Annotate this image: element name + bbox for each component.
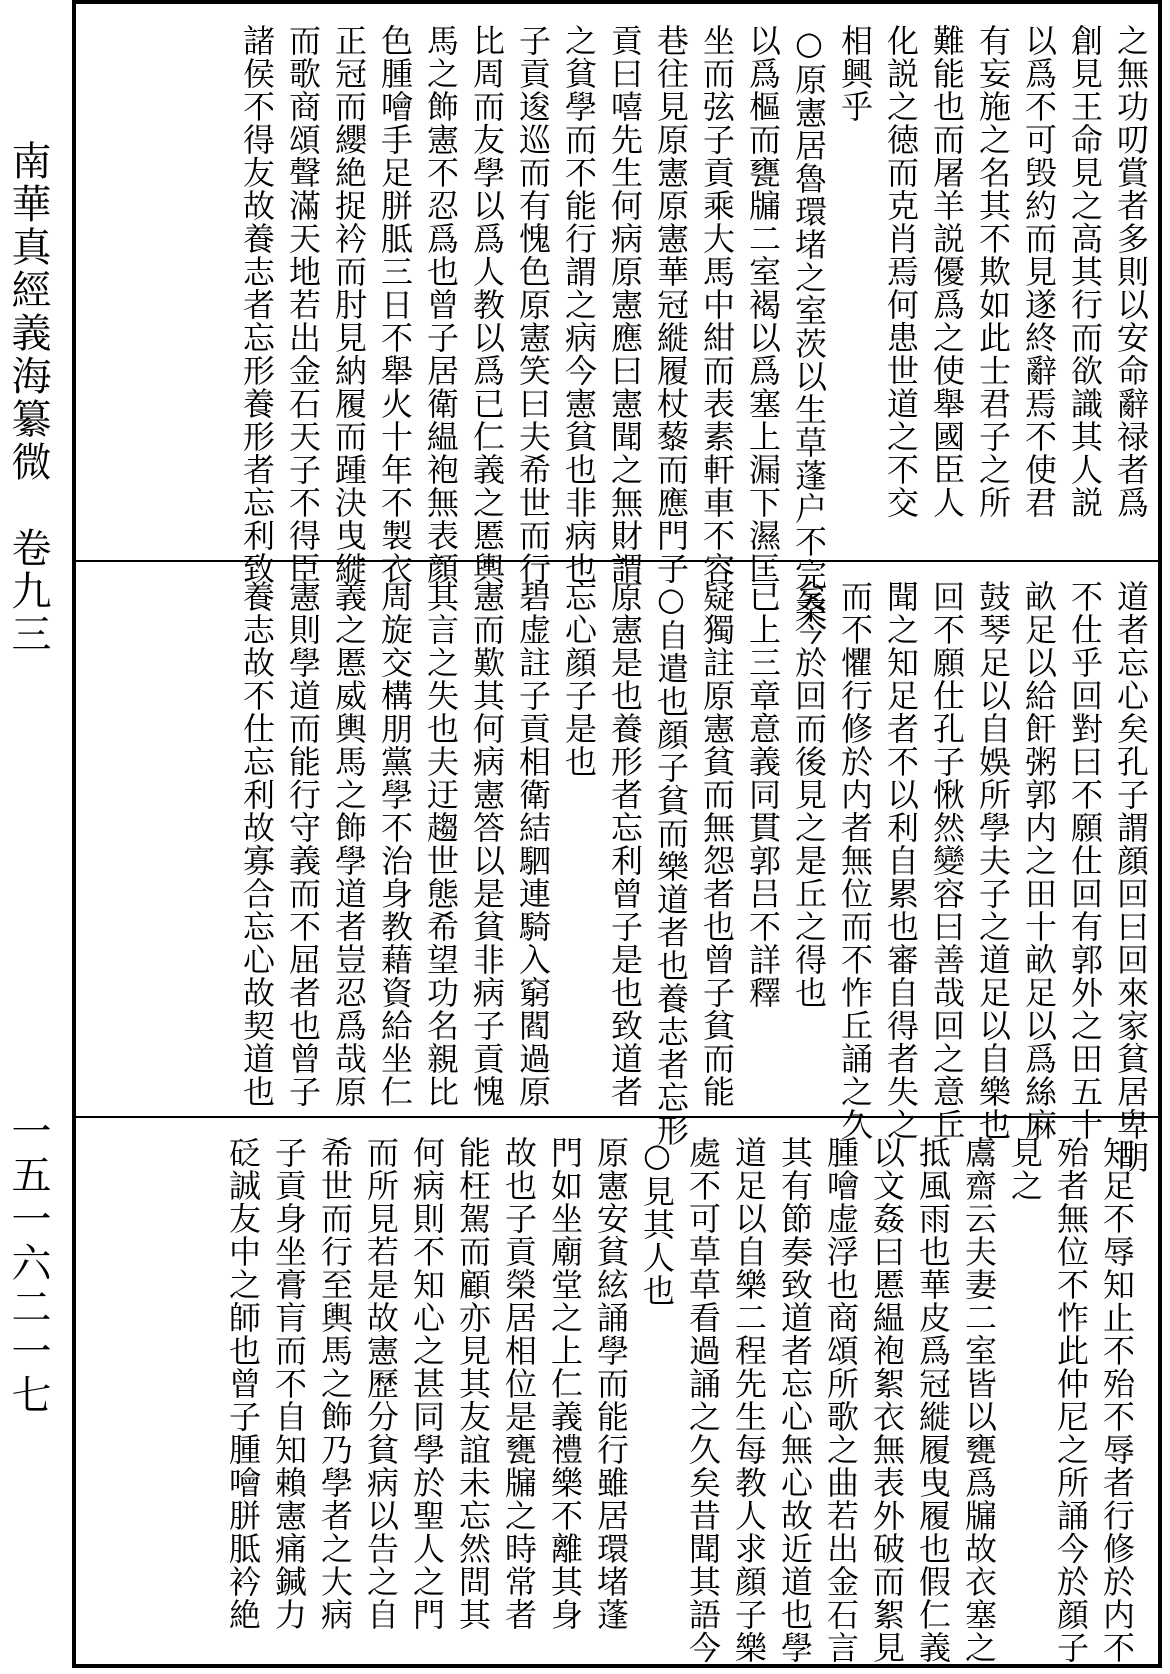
text-line: 見之 xyxy=(1006,1136,1044,1202)
text-line: 其有節奏致道者忘心無心故近道也學 xyxy=(776,1136,814,1664)
text-line: 化説之徳而克肖焉何患世道之不交 xyxy=(882,24,920,519)
text-block xyxy=(124,1136,1140,1664)
text-line: 殆者無位不怍此仲尼之所誦今於顔子 xyxy=(1052,1136,1090,1664)
text-panel-upper xyxy=(76,4,1158,624)
text-line: 子貢身坐膏肓而不自知賴憲痛鍼力 xyxy=(270,1136,308,1631)
text-line: 畝足以給飦粥郭内之田十畝足以爲絲麻 xyxy=(1020,580,1058,1141)
text-line: 馬之飾憲不忍爲也曾子居衛緼袍無表顔 xyxy=(422,24,460,585)
text-line: 道者忘心矣孔子謂顔回曰回來家貧居卑胡 xyxy=(1112,580,1150,1174)
text-line: 故也子貢榮居相位是甕牖之時常者 xyxy=(500,1136,538,1631)
text-line: 貢曰嘻先生何病原憲應曰憲聞之無財謂 xyxy=(606,24,644,585)
text-line: 周旋交構朋黨學不治身教藉資給坐仁 xyxy=(376,580,414,1108)
book-title: 南華真經義海纂微 卷九三 xyxy=(5,140,51,656)
text-line: 養志故不仕忘利故寡合忘心故契道也 xyxy=(238,580,276,1108)
text-line: 知足不辱知止不殆不辱者行修於内不 xyxy=(1098,1136,1136,1664)
text-line: 而歌商頌聲滿天地若出金石天子不得臣 xyxy=(284,24,322,585)
text-line: 憲則學道而能行守義而不屈者也曾子 xyxy=(284,580,322,1108)
text-line: 子貢逡巡而有愧色原憲笑曰夫希世而行 xyxy=(514,24,552,585)
text-line: 創見王命見之高其行而欲識其人説 xyxy=(1066,24,1104,519)
text-line: 門如坐廟堂之上仁義禮樂不離其身 xyxy=(546,1136,584,1631)
text-line: 疑獨註原憲貧而無怨者也曾子貧而能 xyxy=(698,580,736,1108)
text-line: 原憲是也養形者忘利曾子是也致道者 xyxy=(606,580,644,1108)
text-panel-lower xyxy=(76,1116,1158,1668)
page-number: 一五一六二一七 xyxy=(5,1110,51,1418)
text-line: 坐而弦子貢乘大馬中紺而表素軒車不容 xyxy=(698,24,736,585)
text-line: 聞之知足者不以利自累也審自得者失之 xyxy=(882,580,920,1141)
text-line: 原憲安貧絃誦學而能行雖居環堵蓬 xyxy=(592,1136,630,1631)
text-line: 抵風雨也華皮爲冠縰履曳履也假仁義 xyxy=(914,1136,952,1664)
text-line: 鼓琴足以自娛所學夫子之道足以自樂也 xyxy=(974,580,1012,1141)
text-line: 以爲不可毁約而見遂終辭焉不使君 xyxy=(1020,24,1058,519)
text-line: 矣今於回而後見之是丘之得也 xyxy=(790,580,828,1009)
text-line: 之無功叨賞者多則以安命辭禄者爲 xyxy=(1112,24,1150,519)
text-line: 忘心顔子是也 xyxy=(560,580,598,778)
text-line: 而不懼行修於内者無位而不怍丘誦之久 xyxy=(836,580,874,1141)
text-line: 以爲樞而甕牖二室褐以爲塞上漏下濕匡 xyxy=(744,24,782,585)
text-line: ○原憲居魯環堵之室茨以生草蓬户不完桑 xyxy=(790,24,828,624)
text-line: 不仕乎回對曰不願仕回有郭外之田五十 xyxy=(1066,580,1104,1141)
text-line: 諸侯不得友故養志者忘形養形者忘利致 xyxy=(238,24,276,585)
text-line: ○見其人也 xyxy=(638,1136,676,1307)
text-line: 有妄施之名其不欺如此士君子之所 xyxy=(974,24,1012,519)
text-line: 之貧學而不能行謂之病今憲貧也非病也 xyxy=(560,24,598,585)
text-line: 比周而友學以爲人教以爲已仁義之慝輿 xyxy=(468,24,506,585)
text-line: 正冠而纓絶捉衿而肘見納履而踵決曳縰 xyxy=(330,24,368,585)
text-line: 腫噲虚浮也商頌所歌之曲若出金石言 xyxy=(822,1136,860,1664)
text-line: 色腫噲手足胼胝三日不舉火十年不製衣 xyxy=(376,24,414,585)
text-line: 義之慝威輿馬之飾學道者豈忍爲哉原 xyxy=(330,580,368,1108)
text-line: 希世而行至輿馬之飾乃學者之大病 xyxy=(316,1136,354,1631)
text-line: 相興乎 xyxy=(836,24,874,123)
text-line: 回不願仕孔子愀然變容曰善哉回之意丘 xyxy=(928,580,966,1141)
text-line: 道足以自樂二程先生每教人求顔子樂 xyxy=(730,1136,768,1664)
text-line: 巷往見原憲原憲華冠縰履杖藜而應門子 xyxy=(652,24,690,585)
text-line: 難能也而屠羊説優爲之使舉國臣人 xyxy=(928,24,966,519)
text-line: 砭誠友中之師也曾子腫噲胼胝衿絶 xyxy=(224,1136,262,1631)
text-line: 處不可草草看過誦之久矣昔聞其語今 xyxy=(684,1136,722,1664)
text-line: 碧虚註子貢相衛結駟連騎入窮閻過原 xyxy=(514,580,552,1108)
text-panel-middle xyxy=(76,560,1158,1174)
text-line: ○自遣也顔子貧而樂道者也養志者忘形 xyxy=(652,580,690,1147)
text-line: 鬳齋云夫妻二室皆以甕爲牖故衣塞之 xyxy=(960,1136,998,1664)
text-line: 其言之失也夫迂趨世態希望功名親比 xyxy=(422,580,460,1108)
text-line: 能枉駕而顧亦見其友誼未忘然問其 xyxy=(454,1136,492,1631)
text-line: 何病則不知心之甚同學於聖人之門 xyxy=(408,1136,446,1631)
page-frame xyxy=(72,0,1162,1668)
text-line: 已上三章意義同貫郭吕不詳釋 xyxy=(744,580,782,1009)
text-line: 憲而歎其何病憲答以是貧非病子貢愧 xyxy=(468,580,506,1108)
text-block xyxy=(124,24,1154,624)
text-block xyxy=(124,580,1154,1174)
text-line: 而所見若是故憲歷分貧病以告之自 xyxy=(362,1136,400,1631)
text-line: 以文姦曰慝緼袍絮衣無表外破而絮見 xyxy=(868,1136,906,1664)
